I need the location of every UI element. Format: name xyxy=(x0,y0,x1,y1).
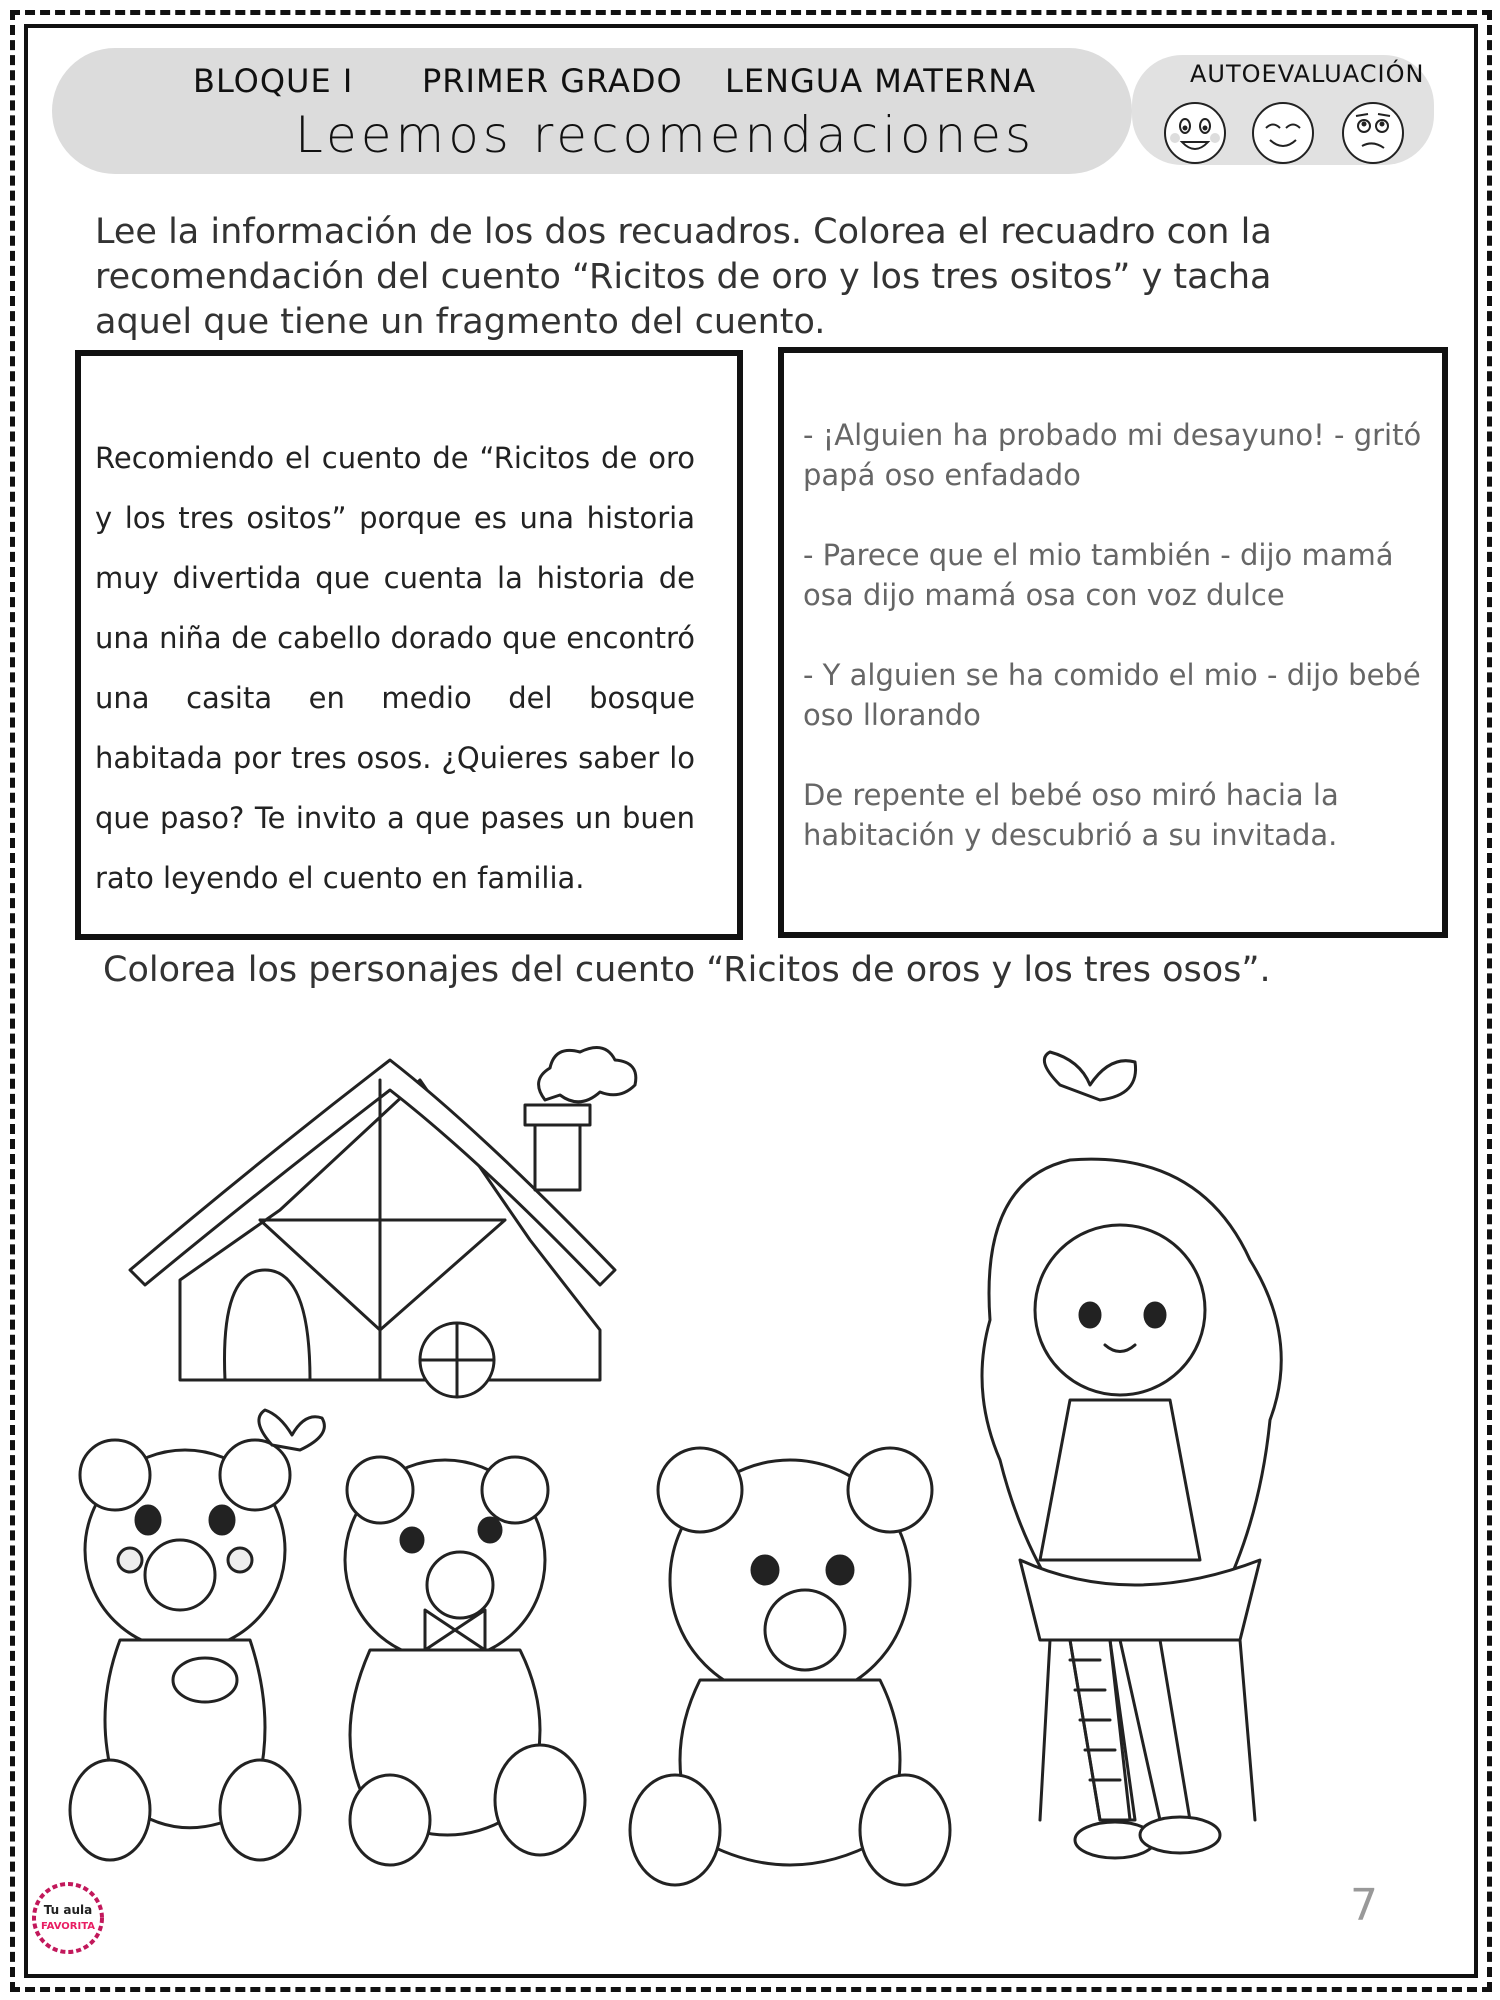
content-face-icon[interactable] xyxy=(1250,100,1316,166)
instruction-text: Lee la información de los dos recuadros. Colorea el recuadro con la recomendación del cuento “Ricitos de oro y los tres ositos” y tacha aquel que tiene un fragmento del cuento. xyxy=(95,212,1272,342)
block-label: BLOQUE I xyxy=(193,62,354,100)
mama-bear-drawing xyxy=(70,1410,324,1860)
svg-text:FAVORITA: FAVORITA xyxy=(40,1921,96,1932)
fragment-line-1: - ¡Alguien ha probado mi desayuno! - gritó papá oso enfadado xyxy=(803,418,1422,492)
goldilocks-drawing xyxy=(982,1052,1281,1858)
svg-text:Tu aula: Tu aula xyxy=(43,1903,93,1917)
baby-bear-drawing xyxy=(345,1457,585,1865)
fragment-line-4: De repente el bebé oso miró hacia la habitación y descubrió a su invitada. xyxy=(803,778,1339,852)
happy-face-icon[interactable] xyxy=(1162,100,1228,166)
worried-face-icon[interactable] xyxy=(1340,100,1406,166)
recommendation-text: Recomiendo el cuento de “Ricitos de oro y los tres ositos” porque es una historia muy divertida que cuenta la historia de una niña de cabello dorado que encontró una casita en medio del bosque habitada por tres osos. ¿Quieres saber lo que paso? Te invito a que pases un buen rato leyendo el cuento en familia. xyxy=(95,441,695,895)
subject-label: LENGUA MATERNA xyxy=(725,62,1037,100)
coloring-illustration[interactable] xyxy=(60,1040,1460,1960)
papa-bear-drawing xyxy=(630,1448,950,1885)
coloring-instruction: Colorea los personajes del cuento “Ricitos de oros y los tres osos”. xyxy=(103,950,1271,990)
house-drawing xyxy=(130,1048,636,1398)
fragment-line-2: - Parece que el mio también - dijo mamá osa dijo mamá osa con voz dulce xyxy=(803,538,1394,612)
self-evaluation-label: AUTOEVALUACIÓN xyxy=(1190,60,1425,88)
publisher-logo xyxy=(32,1882,104,1954)
fragment-line-3: - Y alguien se ha comido el mio - dijo bebé oso llorando xyxy=(803,658,1421,732)
page-title: Leemos recomendaciones xyxy=(295,106,1036,164)
page-number: 7 xyxy=(1350,1880,1378,1931)
grade-label: PRIMER GRADO xyxy=(422,62,683,100)
